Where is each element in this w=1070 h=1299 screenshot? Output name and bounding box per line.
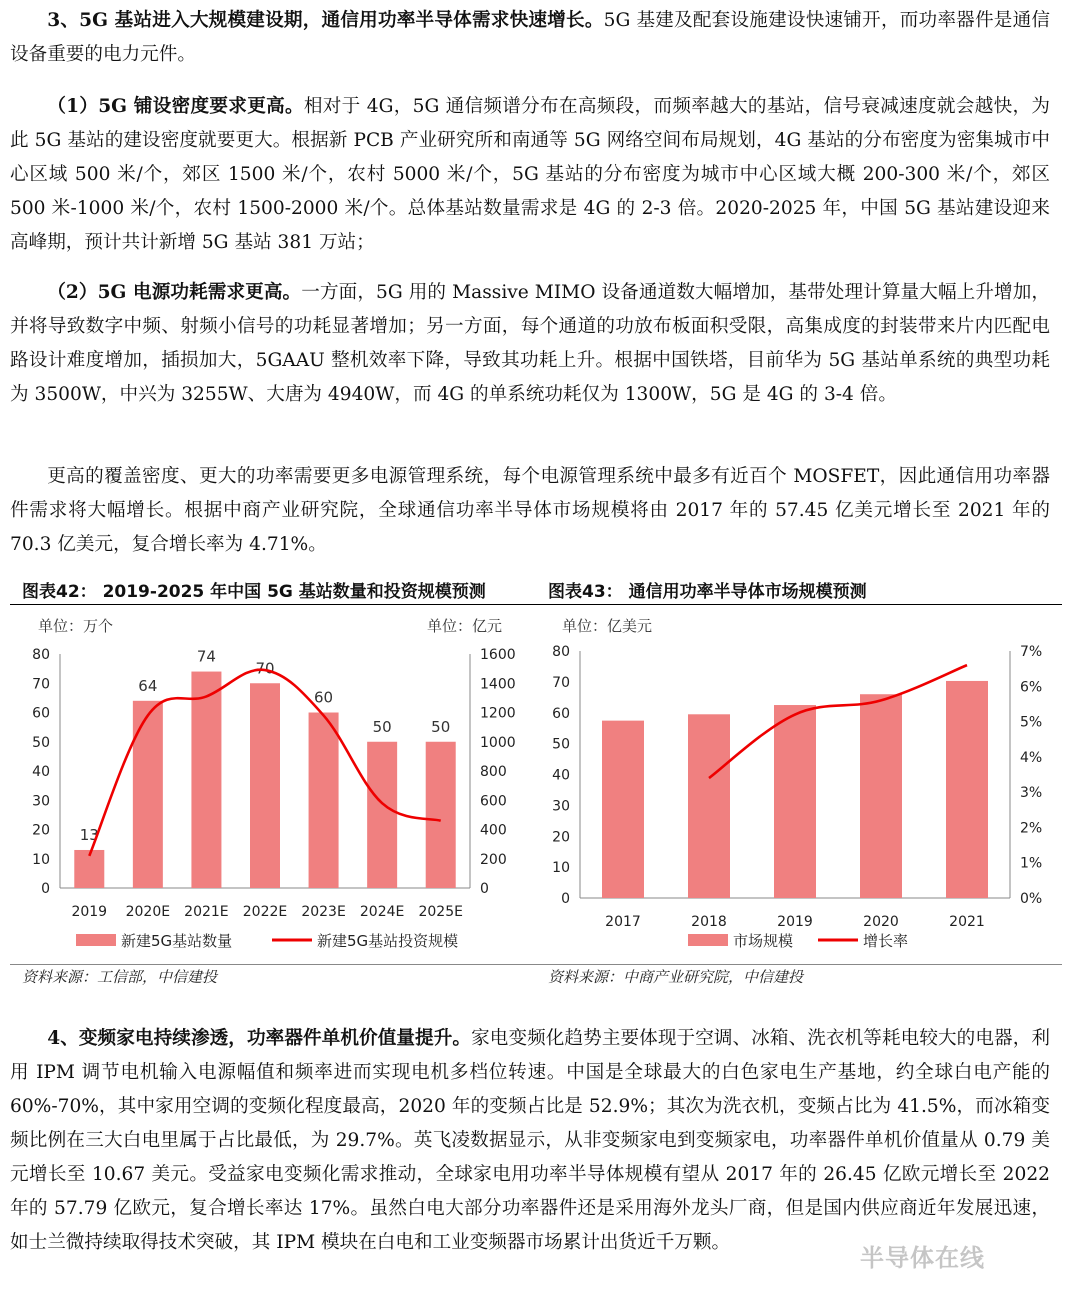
item1-text: 相对于 4G，5G 通信频谱分布在高频段，而频率越大的基站，信号衰减速度就会越快，为此 5G 基站的建设密度就要更大。根据新 PCB 产业研究所和南通等 5G 网络空间布局规划，4G 基站的分布密度为密集城市中心区域 500 米/个，郊区 1500 米/个，农村 5000 米/个，5G 基站的分布密度为城市中心区域大概 200-300 米/个，郊区 500 米-1000 米/个，农村 1500-2000 米/个。总体基站数量需求是 4G 的 2-3 倍。2020-2025 年，中国 5G 基站建设迎来高峰期，预计共计新增 5G 基站 381 万站； <box>10 96 1050 253</box>
y-right-tick-label: 1400 <box>480 676 516 693</box>
y-left-tick-label: 80 <box>32 647 50 663</box>
y-left-tick-label: 20 <box>552 829 570 846</box>
unit-right-label: 单位：亿元 <box>426 617 502 635</box>
bar-2021 <box>946 681 988 898</box>
y-left-tick-label: 30 <box>32 793 50 810</box>
bar-2020E <box>133 701 163 888</box>
y-left-tick-label: 10 <box>552 860 570 877</box>
watermark: 半导体在线 <box>860 1244 985 1272</box>
bar-label: 74 <box>196 647 216 666</box>
fig42-source: 资料来源：工信部，中信建投 <box>22 968 218 986</box>
y-right-tick-label: 4% <box>1020 749 1043 766</box>
fig42-title: 图表42： 2019-2025 年中国 5G 基站数量和投资规模预测 <box>22 582 486 602</box>
x-tick-label: 2018 <box>691 914 727 930</box>
y-right-tick-label: 200 <box>480 851 507 868</box>
bar-2018 <box>688 714 730 898</box>
y-right-tick-label: 6% <box>1020 679 1043 696</box>
y-left-tick-label: 30 <box>552 798 570 815</box>
y-left-tick-label: 40 <box>32 764 50 780</box>
y-left-tick-label: 10 <box>32 851 50 868</box>
legend-bar-label: 新建5G基站数量 <box>121 932 233 950</box>
item2-paragraph <box>10 276 1050 412</box>
y-left-tick-label: 70 <box>552 674 570 691</box>
y-right-tick-label: 400 <box>480 822 507 839</box>
bar-2025E <box>426 742 456 888</box>
series-line <box>709 665 967 778</box>
y-right-tick-label: 1200 <box>480 705 516 722</box>
unit-left-label: 单位：万个 <box>38 617 114 635</box>
figure-top-rule <box>10 604 1062 605</box>
bar-2021E <box>191 672 221 888</box>
fig43-title: 图表43： 通信用功率半导体市场规模预测 <box>548 582 867 602</box>
bar-label: 50 <box>372 717 392 736</box>
y-left-tick-label: 70 <box>32 676 50 693</box>
y-left-tick-label: 80 <box>552 644 570 660</box>
bar-2024E <box>367 742 397 888</box>
x-tick-label: 2025E <box>418 904 463 920</box>
y-right-tick-label: 600 <box>480 793 507 810</box>
x-tick-label: 2020E <box>125 904 171 920</box>
bar-2017 <box>602 721 644 898</box>
bar-label: 64 <box>138 676 158 695</box>
y-left-tick-label: 50 <box>552 736 570 753</box>
legend-bar-label: 市场规模 <box>733 932 794 950</box>
section3-text: 5G 基建及配套设施建设快速铺开，而功率器件是通信设备重要的电力元件。 <box>10 10 1050 65</box>
y-right-tick-label: 3% <box>1020 785 1043 802</box>
y-right-tick-label: 1000 <box>480 734 516 751</box>
y-left-tick-label: 60 <box>32 705 50 722</box>
legend-line-label: 新建5G基站投资规模 <box>317 932 459 950</box>
y-right-tick-label: 800 <box>480 764 507 780</box>
bar-2022E <box>250 683 280 888</box>
y-left-tick-label: 60 <box>552 705 570 722</box>
bar-2023E <box>309 713 339 889</box>
section3-paragraph <box>10 4 1050 72</box>
item1-heading: （1）5G 铺设密度要求更高。 <box>47 96 304 117</box>
item1-paragraph <box>10 90 1050 260</box>
section4-paragraph <box>10 1022 1050 1260</box>
y-right-tick-label: 1600 <box>480 647 516 663</box>
bar-label: 60 <box>314 688 334 707</box>
y-left-tick-label: 50 <box>32 734 50 751</box>
unit-left-label: 单位：亿美元 <box>562 617 653 635</box>
item2-text: 一方面，5G 用的 Massive MIMO 设备通道数大幅增加，基带处理计算量大幅上升增加，并将导致数字中频、射频小信号的功耗显著增加；另一方面，每个通道的功放布板面积受限，高集成度的封装带来片内匹配电路设计难度增加，插损加大，5GAAU 整机效率下降，导致其功耗上升。根据中国铁塔，目前华为 5G 基站单系统的典型功耗为 3500W，中兴为 3255W、大唐为 4940W，而 4G 的单系统功耗仅为 1300W，5G 是 4G 的 3-4 倍。 <box>10 282 1051 405</box>
y-left-tick-label: 20 <box>32 822 50 839</box>
y-right-tick-label: 0% <box>1020 891 1043 907</box>
bar-label: 70 <box>255 659 275 678</box>
y-left-tick-label: 0 <box>41 881 50 897</box>
section4-heading: 4、变频家电持续渗透，功率器件单机价值量提升。 <box>47 1028 472 1049</box>
bar-2020 <box>860 694 902 898</box>
y-right-tick-label: 7% <box>1020 644 1043 660</box>
x-tick-label: 2019 <box>777 914 813 930</box>
legend-bar-swatch <box>76 934 116 946</box>
legend-bar-swatch <box>688 934 728 946</box>
x-tick-label: 2021E <box>184 904 229 920</box>
bar-label: 50 <box>431 717 451 736</box>
item2-heading: （2）5G 电源功耗需求更高。 <box>47 282 302 303</box>
section3-heading: 3、5G 基站进入大规模建设期，通信用功率半导体需求快速增长。 <box>47 10 604 31</box>
bar-2019 <box>774 705 816 898</box>
y-left-tick-label: 40 <box>552 767 570 784</box>
y-right-tick-label: 2% <box>1020 820 1043 837</box>
figure-bottom-rule <box>10 964 1062 965</box>
y-right-tick-label: 5% <box>1020 714 1043 731</box>
x-tick-label: 2023E <box>301 904 346 920</box>
chart43 <box>540 606 1062 962</box>
chart42 <box>10 606 530 962</box>
fig43-source: 资料来源：中商产业研究院，中信建投 <box>548 968 804 986</box>
y-right-tick-label: 0 <box>480 881 489 897</box>
section4-text: 家电变频化趋势主要体现于空调、冰箱、洗衣机等耗电较大的电器，利用 IPM 调节电机输入电源幅值和频率进而实现电机多档位转速。中国是全球最大的白色家电生产基地，约全球白电产能的 60%-70%，其中家用空调的变频化程度最高，2020 年的变频占比是 52.9%；其次为洗衣机，变频占比为 41.5%，而冰箱变频比例在三大白电里属于占比最低，为 29.7%。英飞凌数据显示，从非变频家电到变频家电，功率器件单机价值量从 0.79 美元增长至 10.67 美元。受益家电变频化需求推动，全球家电用功率半导体规模有望从 2017 年的 26.45 亿欧元增长至 2022 年的 57.79 亿欧元，复合增长率达 17%。虽然白电大部分功率器件还是采用海外龙头厂商，但是国内供应商近年发展迅速，如士兰微持续取得技术突破，其 IPM 模块在白电和工业变频器市场累计出货近千万颗。 <box>10 1028 1050 1253</box>
x-tick-label: 2019 <box>71 904 108 920</box>
power-paragraph: 更高的覆盖密度、更大的功率需要更多电源管理系统，每个电源管理系统中最多有近百个 MOSFET，因此通信用功率器件需求将大幅增长。根据中商产业研究院，全球通信功率半导体市场规模将由 2017 年的 57.45 亿美元增长至 2021 年的 70.3 亿美元，复合增长率为 4.71%。 <box>10 466 1050 555</box>
x-tick-label: 2020 <box>863 914 899 930</box>
x-tick-label: 2022E <box>242 904 288 920</box>
x-tick-label: 2024E <box>359 904 405 920</box>
x-tick-label: 2021 <box>949 914 985 930</box>
x-tick-label: 2017 <box>605 914 641 930</box>
y-left-tick-label: 0 <box>561 891 570 907</box>
legend-line-label: 增长率 <box>863 932 909 950</box>
y-right-tick-label: 1% <box>1020 855 1043 872</box>
bar-label: 13 <box>79 825 99 844</box>
